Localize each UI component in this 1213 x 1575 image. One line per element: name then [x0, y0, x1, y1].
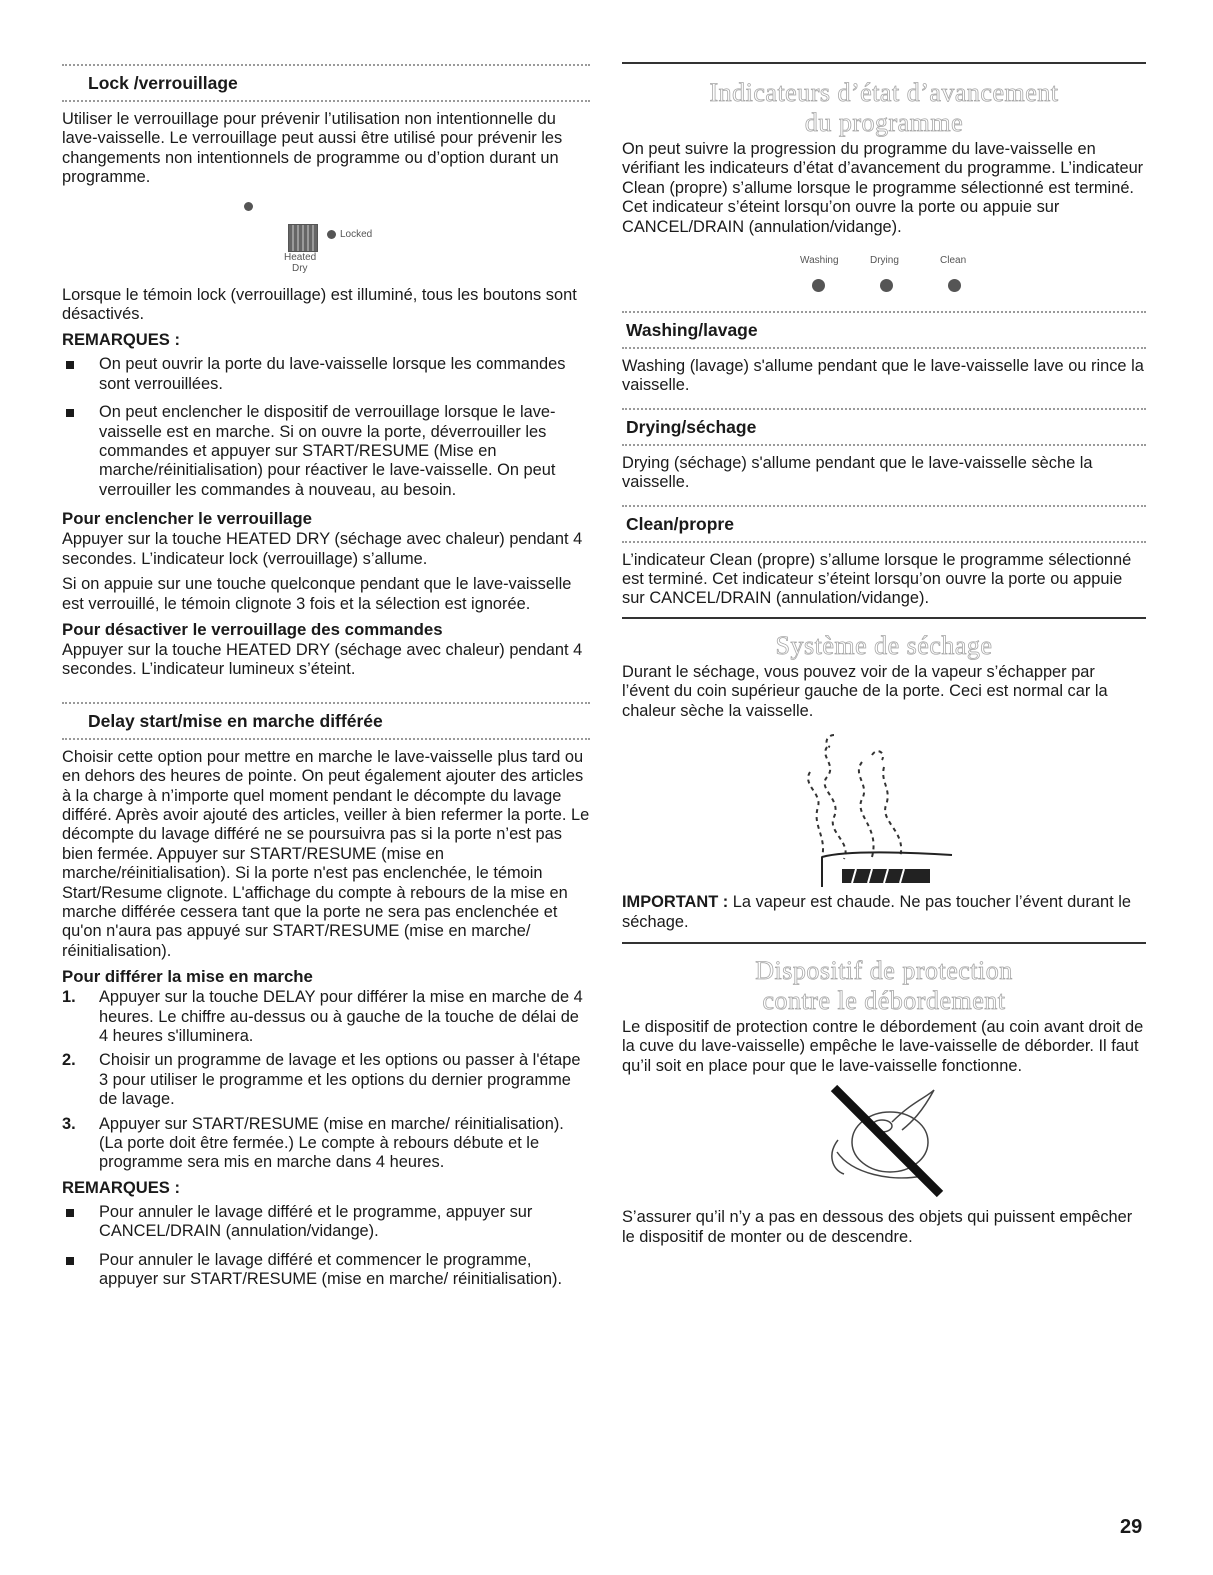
progress-title-line2: du programme [804, 108, 964, 137]
list-item: 2. Choisir un programme de lavage et les options ou passer à l'étape 3 pour utiliser le programme et les options du dernier programme de lavage. [62, 1051, 581, 1109]
list-item: On peut enclencher le dispositif de verrouillage lorsque le lave-vaisselle est en marche. Si on ouvre la porte, déverrouiller les commandes et appuyer sur START/RESUME (Mise en marche/réinitialisation) pour réactiver le lave-vaisselle. On peut verrouiller les commandes à nouveau, au besoin. [62, 403, 590, 500]
bullet-icon [66, 409, 74, 417]
progress-text: On peut suivre la progression du programme du lave-vaisselle en vérifiant les indicateurs d’état d’avancement du programme. L’indicateur Clean (propre) s’allume lorsque le programme sélectionné est terminé. Cet indicateur s’éteint lorsqu’on ouvre la porte ou appuie sur CANCEL/DRAIN (annulation/vidange). [622, 140, 1144, 236]
indicator-label-drying: Drying [870, 255, 899, 267]
section-rule [622, 62, 1146, 64]
delay-notes-label: REMARQUES : [62, 1177, 181, 1197]
right-column [622, 62, 1146, 1253]
lock-panel-illustration [62, 194, 590, 282]
section-rule [622, 942, 1146, 944]
drying-text: Drying (séchage) s'allume pendant que le lave-vaisselle sèche la vaisselle. [622, 453, 1093, 492]
washing-heading: Washing/lavage [622, 311, 1146, 349]
section-rule [622, 617, 1146, 619]
lock-notes-list [62, 355, 590, 500]
important-text: La vapeur est chaude. Ne pas toucher l’évent durant le séchage. [622, 893, 1131, 931]
indicator-label-washing: Washing [800, 255, 839, 267]
locked-label: Locked [340, 228, 373, 240]
lock-intro: Utiliser le verrouillage pour prévenir l’utilisation non intentionnelle du lave-vaisselle. Le verrouillage peut aussi être utilisé pour prévenir les changements non intentionnels de programme ou d’option durant un programme. [62, 110, 563, 187]
left-column [62, 62, 590, 1298]
lock-engage-text: Appuyer sur la touche HEATED DRY (séchage avec chaleur) pendant 4 secondes. L’indicateur lock (verrouillage) s’allume. [62, 530, 583, 568]
clean-led-icon [948, 279, 961, 292]
lock-heading: Lock /verrouillage [62, 64, 590, 102]
drying-heading: Drying/séchage [622, 408, 1146, 446]
lock-after-panel: Lorsque le témoin lock (verrouillage) est illuminé, tous les boutons sont désactivés. [62, 285, 577, 324]
heated-label: Heated [284, 251, 317, 263]
locked-led-icon [327, 230, 336, 239]
steam-vent-illustration [622, 727, 1146, 887]
prohibition-line-icon [834, 1088, 940, 1194]
delay-heading: Delay start/mise en marche différée [62, 702, 590, 740]
delay-steps-list [62, 988, 590, 1173]
heated-dry-button-icon [288, 224, 318, 252]
dry-system-text: Durant le séchage, vous pouvez voir de la vapeur s’échapper par l’évent du coin supérieur gauche de la porte. Ceci est normal car la chaleur sèche la vaisselle. [622, 662, 1108, 720]
indicator-label-clean: Clean [940, 255, 967, 267]
overflow-title-line1: Dispositif de protection [755, 955, 1013, 985]
bullet-icon [66, 361, 74, 369]
list-item: 1. Appuyer sur la touche DELAY pour différer la mise en marche de 4 heures. Le chiffre au-dessus ou à gauche de la touche de délai de 4 heures s'illuminera. [62, 988, 583, 1045]
lock-disable-text: Appuyer sur la touche HEATED DRY (séchage avec chaleur) pendant 4 secondes. L’indicateur lumineux s’éteint. [62, 640, 583, 679]
delay-steps-title: Pour différer la mise en marche [62, 967, 313, 987]
lock-engage-text-2: Si on appuie sur une touche quelconque pendant que le lave-vaisselle est verrouillé, le témoin clignote 3 fois et la sélection est ignorée. [62, 575, 572, 613]
washing-led-icon [812, 279, 825, 292]
overflow-text: Le dispositif de protection contre le débordement (au coin avant droit de la cuve du lave-vaisselle) empêche le lave-vaisselle de déborder. Il faut qu’il soit en place pour que le lave-vaisselle fonctionne. [622, 1017, 1144, 1075]
list-item: Pour annuler le lavage différé et commencer le programme, appuyer sur START/RESUME (mise en marche/ réinitialisation). [62, 1251, 590, 1290]
progress-indicators [622, 243, 1146, 303]
drying-led-icon [880, 279, 893, 292]
lock-disable-title: Pour désactiver le verrouillage des commandes [62, 619, 443, 639]
progress-title-line1: Indicateurs d’état d’avancement [709, 78, 1059, 107]
overflow-device-illustration [622, 1082, 1146, 1200]
dry-system-title: Système de séchage [775, 630, 993, 660]
overflow-title-line2: contre le débordement [762, 985, 1006, 1015]
bullet-icon [66, 1209, 74, 1217]
delay-notes-list [62, 1203, 590, 1290]
dry-label: Dry [292, 262, 308, 274]
list-item: On peut ouvrir la porte du lave-vaisselle lorsque les commandes sont verrouillées. [62, 355, 590, 394]
clean-text: L’indicateur Clean (propre) s’allume lorsque le programme sélectionné est terminé. Cet indicateur s’éteint lorsqu’on ouvre la porte ou appuie sur CANCEL/DRAIN (annulation/vidange). [622, 550, 1132, 608]
list-item: 3. Appuyer sur START/RESUME (mise en marche/ réinitialisation). (La porte doit être fermée.) Le compte à rebours débute et le programme sera mis en marche dans 4 heures. [62, 1114, 564, 1172]
page-number: 29 [1120, 1516, 1143, 1538]
delay-intro: Choisir cette option pour mettre en marche le lave-vaisselle plus tard ou en dehors des heures de pointe. On peut également ajouter des articles à la charge à n’importe quel moment pendant le décompte du lavage différé. Après avoir ajouté des articles, veiller à bien refermer la porte. Le décompte du lavage différé ne se poursuivra pas si la porte n’est pas bien fermée. Appuyer sur START/RESUME (mise en marche/réinitialisation). Si la porte n'est pas enclenchée, le témoin Start/Resume clignote. L'affichage du compte à rebours de la mise en marche différée cessera tant que la porte ne sera pas enclenchée et qu'on n'aura pas appuyé sur START/RESUME (mise en marche/ réinitialisation). [62, 747, 590, 960]
important-label: IMPORTANT : [622, 893, 729, 912]
bullet-icon [66, 1257, 74, 1265]
clean-heading: Clean/propre [622, 505, 1146, 543]
led-icon [244, 202, 253, 211]
washing-text: Washing (lavage) s'allume pendant que le lave-vaisselle lave ou rince la vaisselle. [622, 357, 1144, 395]
dry-system-important [622, 893, 1146, 932]
lock-notes-label: REMARQUES : [62, 330, 181, 350]
lock-engage-title: Pour enclencher le verrouillage [62, 509, 312, 529]
list-item: Pour annuler le lavage différé et le programme, appuyer sur CANCEL/DRAIN (annulation/vidange). [62, 1203, 590, 1242]
overflow-after-text: S’assurer qu’il n’y a pas en dessous des objets qui puissent empêcher le dispositif de monter ou de descendre. [622, 1208, 1133, 1246]
